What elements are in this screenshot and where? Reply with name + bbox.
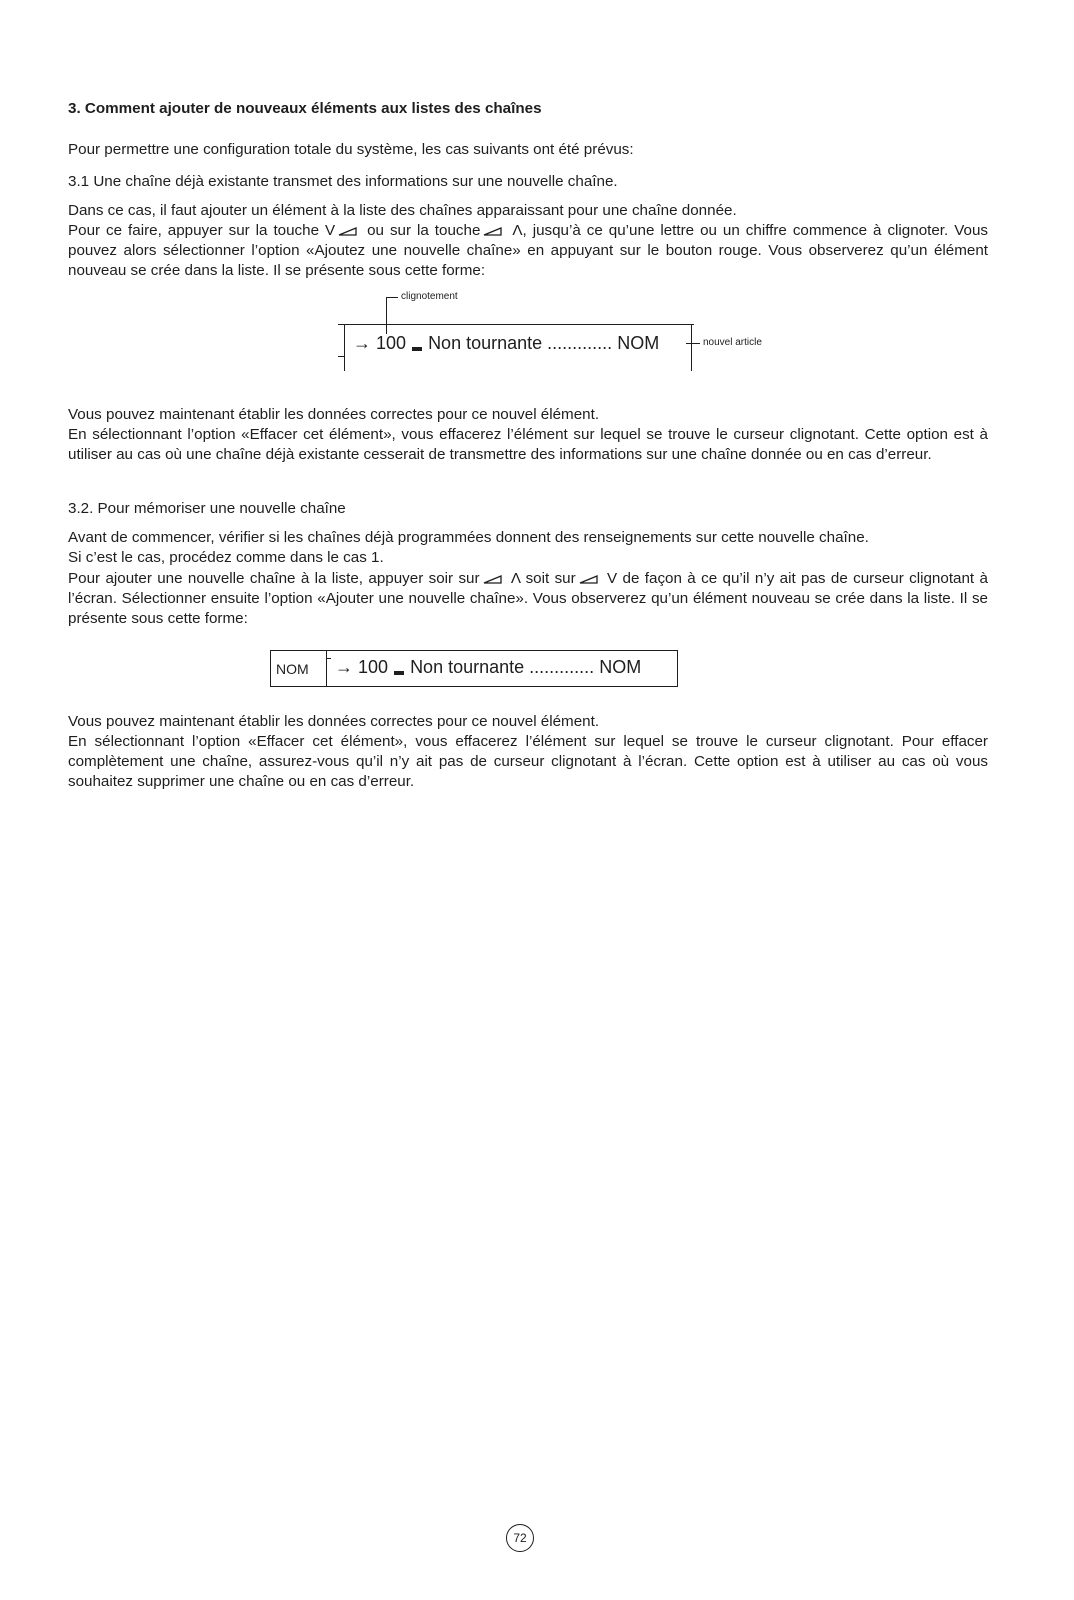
screen-divider xyxy=(326,650,327,687)
dot-leader: ............. xyxy=(529,657,595,677)
case2-paragraph-3 xyxy=(68,569,988,629)
section-heading: 3. Comment ajouter de nouveaux éléments aux listes des chaînes xyxy=(68,100,542,117)
new-channel-row xyxy=(335,656,641,678)
screen-top-border xyxy=(338,324,694,325)
case2-paragraph-1: Avant de commencer, vérifier si les chaînes déjà programmées donnent des renseignements sur cette nouvelle chaîne. xyxy=(68,529,869,546)
channel-name: NOM xyxy=(599,657,642,677)
channel-status: Non tournante xyxy=(410,657,525,677)
case1-title: 3.1 Une chaîne déjà existante transmet des informations sur une nouvelle chaîne. xyxy=(68,173,618,190)
dot-leader: ............. xyxy=(547,333,613,353)
ramp-key-icon xyxy=(579,575,599,584)
case2-title: 3.2. Pour mémoriser une nouvelle chaîne xyxy=(68,500,346,517)
case1-paragraph-3: Vous pouvez maintenant établir les données correctes pour ce nouvel élément. xyxy=(68,406,600,423)
ramp-key-icon xyxy=(483,227,503,236)
new-item-label: nouvel article xyxy=(703,337,762,348)
callout-line xyxy=(386,297,398,298)
screen-right-border xyxy=(691,324,692,371)
blink-cursor xyxy=(412,347,422,351)
case2-p3-mid: Λ soit sur xyxy=(510,570,576,587)
case1-paragraph-4: En sélectionnant l’option «Effacer cet élément», vous effacerez l’élément sur lequel se trouve le curseur clignotant. Cette option est à utiliser au cas où une chaîne déjà existante cesserait de transmettre des informations sur une chaîne donnée ou en cas d’erreur. xyxy=(68,426,988,463)
case2-paragraph-4: Vous pouvez maintenant établir les données correctes pour ce nouvel élément. xyxy=(68,713,600,730)
case1-p2-mid: ou sur la touche xyxy=(367,222,481,239)
screen-tick xyxy=(338,356,344,357)
case2-paragraph-5: En sélectionnant l’option «Effacer cet élément», vous effacerez l’élément sur lequel se trouve le curseur clignotant. Pour effacer complètement une chaîne, assurez-vous qu’il n’y ait pas de curseur clignotant à l’écran. Cette option est à utiliser au cas où vous souhaitez supprimer une chaîne ou en cas d’erreur. xyxy=(68,733,988,790)
case1-paragraph-2 xyxy=(68,221,988,281)
section-intro: Pour permettre une configuration totale du système, les cas suivants ont été prévus: xyxy=(68,141,634,158)
arrow-icon: → xyxy=(353,333,371,353)
channel-number: 100 xyxy=(358,657,389,677)
left-name: NOM xyxy=(276,661,309,677)
screen-left-border xyxy=(344,324,345,371)
callout-line xyxy=(686,343,700,344)
callout-line xyxy=(386,297,387,334)
case1-p2-end: Λ, jusqu’à ce qu’une lettre ou un chiffre commence à clignoter. Vous pouvez alors sélectionner l’option «Ajoutez une nouvelle chaîne» en appuyant sur le bouton rouge. Vous observerez qu’un élément nouveau se crée dans la liste. Il se présente sous cette forme: xyxy=(68,222,988,279)
ramp-key-icon xyxy=(338,227,358,236)
channel-number: 100 xyxy=(376,333,407,353)
arrow-icon: → xyxy=(335,657,353,677)
channel-name: NOM xyxy=(617,333,660,353)
blink-label: clignotement xyxy=(401,291,458,302)
case2-p3-start: Pour ajouter une nouvelle chaîne à la liste, appuyer soir sur xyxy=(68,570,480,587)
case2-paragraph-2: Si c’est le cas, procédez comme dans le cas 1. xyxy=(68,549,384,566)
screen-tick xyxy=(326,658,331,659)
ramp-key-icon xyxy=(483,575,503,584)
page-number: 72 xyxy=(506,1524,534,1552)
case2-p3-end: V de façon à ce qu’il n’y ait pas de curseur clignotant à l’écran. Sélectionner ensuite l’option «Ajouter une nouvelle chaîne». Vous observerez qu’un élément nouveau se crée dans la liste. Il se présente sous cette forme: xyxy=(68,570,988,627)
case1-paragraph-1: Dans ce cas, il faut ajouter un élément à la liste des chaînes apparaissant pour une chaîne donnée. xyxy=(68,202,737,219)
channel-status: Non tournante xyxy=(428,333,543,353)
case1-p2-start: Pour ce faire, appuyer sur la touche V xyxy=(68,222,336,239)
new-item-row xyxy=(353,332,659,354)
blink-cursor xyxy=(394,671,404,675)
